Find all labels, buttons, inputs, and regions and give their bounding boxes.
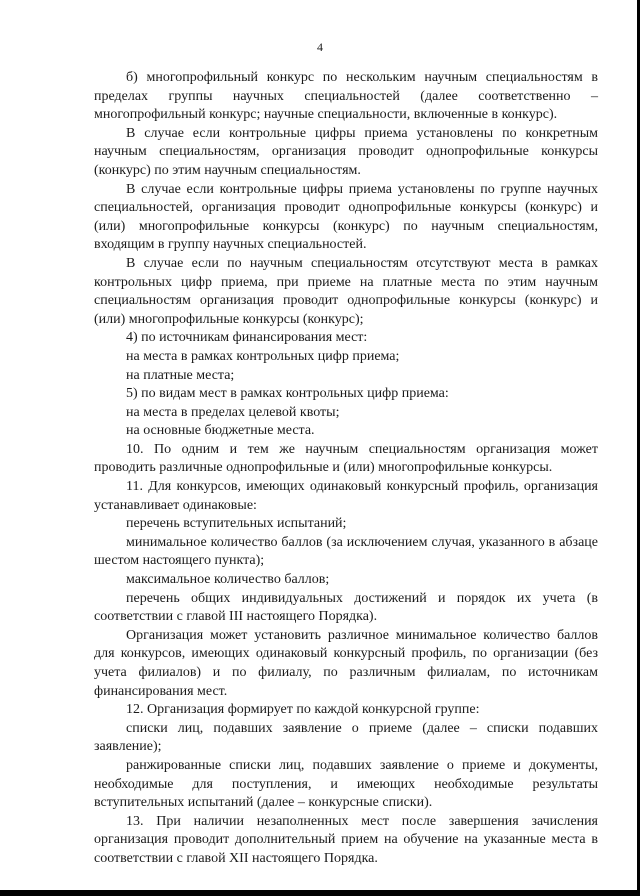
document-body — [94, 69, 598, 869]
list-heading: 5) по видам мест в рамках контрольных цифр приема: — [126, 386, 449, 402]
list-item: минимальное количество баллов (за исключением случая, указанного в абзаце шестом настоящего пункта); — [94, 534, 598, 569]
paragraph: В случае если по научным специальностям отсутствуют места в рамках контрольных цифр приема, при приеме на платные места по этим научным специальностям организация проводит однопрофильные конкурсы (конкурс) и (или) многопрофильные конкурсы (конкурс); — [94, 255, 598, 327]
list-item: перечень общих индивидуальных достижений и порядок их учета (в соответствии с главой III настоящего Порядка). — [94, 590, 598, 625]
list-item: перечень вступительных испытаний; — [126, 516, 347, 532]
clause-12: 12. Организация формирует по каждой конкурсной группе: — [126, 702, 480, 718]
paragraph: Организация может установить различное минимальное количество баллов для конкурсов, имеющих одинаковый конкурсный профиль, по организации (без учета филиалов) и по филиалу, по различным филиалам, по источникам финансирования мест. — [94, 627, 598, 699]
list-item: максимальное количество баллов; — [126, 572, 330, 588]
list-item: на места в пределах целевой квоты; — [126, 404, 340, 420]
list-item: на основные бюджетные места. — [126, 423, 315, 439]
list-item: ранжированные списки лиц, подавших заявление о приеме и документы, необходимые для поступления, и имеющих необходимые результаты вступительных испытаний (далее – конкурсные списки). — [94, 757, 598, 811]
scan-border-bottom — [0, 890, 640, 896]
clause-13: 13. При наличии незаполненных мест после завершения зачисления организация проводит дополнительный прием на обучение на указанные места в соответствии с главой XII настоящего Порядка. — [94, 813, 598, 866]
list-heading: 4) по источникам финансирования мест: — [126, 330, 368, 346]
page-number: 4 — [317, 40, 323, 54]
paragraph: б) многопрофильный конкурс по нескольким научным специальностям в пределах группы научных специальностей (далее соответственно – многопрофильный конкурс; научные специальности, включенные в конкурс). — [94, 70, 598, 123]
list-item: на платные места; — [126, 367, 235, 383]
list-item: на места в рамках контрольных цифр приема; — [126, 348, 400, 364]
clause-11: 11. Для конкурсов, имеющих одинаковый конкурсный профиль, организация устанавливает одинаковые: — [94, 479, 598, 513]
paragraph: В случае если контрольные цифры приема установлены по конкретным научным специальностям, организация проводит однопрофильные конкурсы (конкурс) по этим научным специальностям. — [94, 125, 598, 178]
list-item: списки лиц, подавших заявление о приеме (далее – списки подавших заявление); — [94, 720, 598, 755]
paragraph: В случае если контрольные цифры приема установлены по группе научных специальностей, организация проводит однопрофильные конкурсы (конкурс) и (или) многопрофильные конкурсы (конкурс) по научным специальностям, входящим в группу научных специальностей. — [94, 181, 598, 253]
clause-10: 10. По одним и тем же научным специальностям организация может проводить различные однопрофильные и (или) многопрофильные конкурсы. — [94, 441, 598, 476]
